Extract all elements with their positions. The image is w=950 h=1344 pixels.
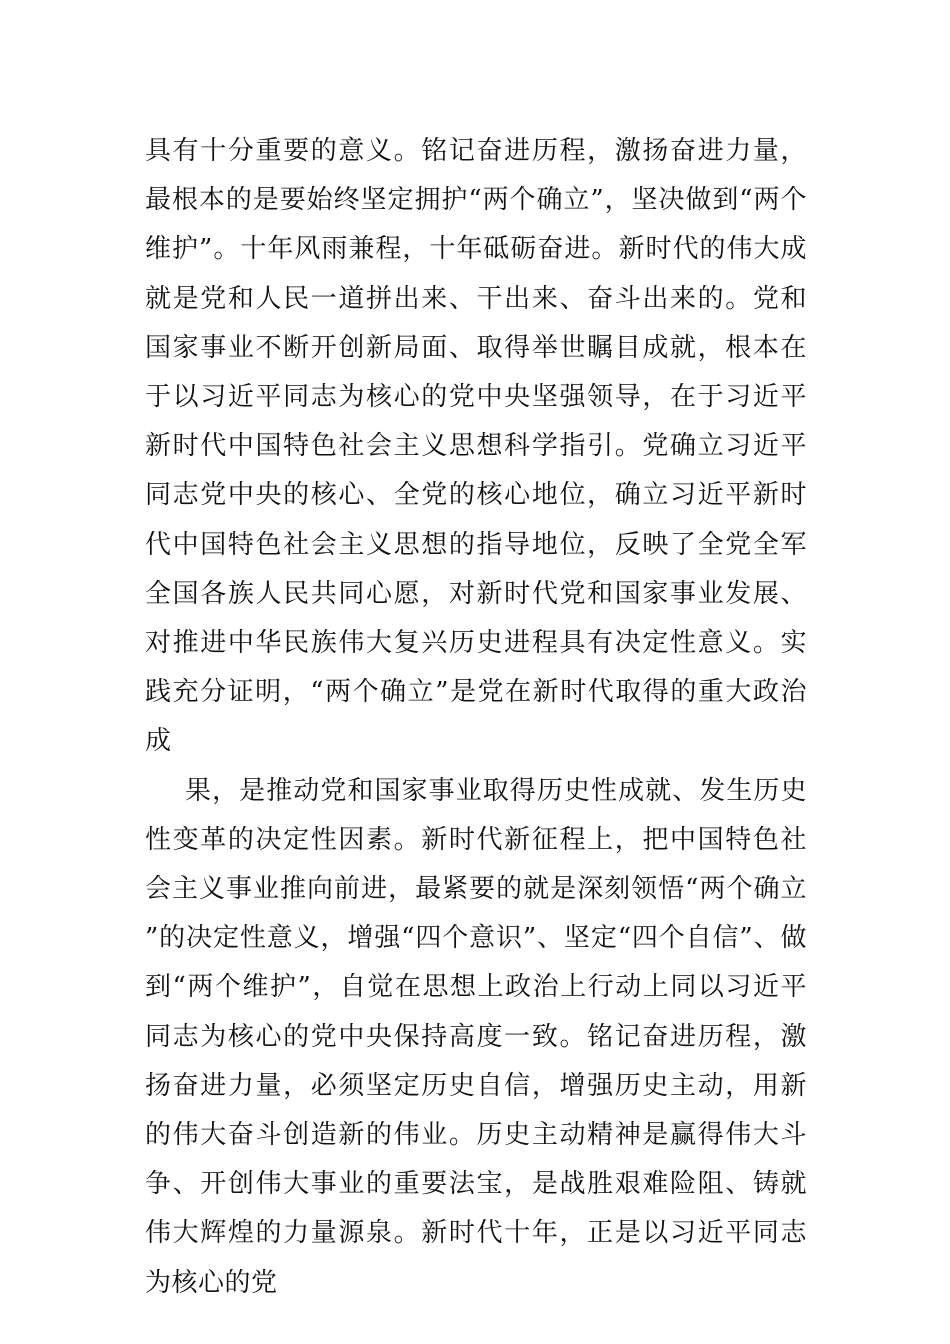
body-text: [145, 127, 807, 1308]
paragraph-1: 具有十分重要的意义。铭记奋进历程，激扬奋进力量，最根本的是要始终坚定拥护“两个确立”，坚决做到“两个维护”。十年风雨兼程，十年砥砺奋进。新时代的伟大成就是党和人民一道拼出来、干出来、奋斗出来的。党和国家事业不断开创新局面、取得举世瞩目成就，根本在于以习近平同志为核心的党中央坚强领导，在于习近平新时代中国特色社会主义思想科学指引。党确立习近平同志党中央的核心、全党的核心地位，确立习近平新时代中国特色社会主义思想的指导地位，反映了全党全军全国各族人民共同心愿，对新时代党和国家事业发展、对推进中华民族伟大复兴历史进程具有决定性意义。实践充分证明，“两个确立”是党在新时代取得的重大政治成: [145, 136, 807, 757]
paragraph-2: 果，是推动党和国家事业取得历史性成就、发生历史性变革的决定性因素。新时代新征程上，把中国特色社会主义事业推向前进，最紧要的就是深刻领悟“两个确立”的决定性意义，增强“四个意识”、坚定“四个自信”、做到“两个维护”，自觉在思想上政治上行动上同以习近平同志为核心的党中央保持高度一致。铭记奋进历程，激扬奋进力量，必须坚定历史自信，增强历史主动，用新的伟大奋斗创造新的伟业。历史主动精神是赢得伟大斗争、开创伟大事业的重要法宝，是战胜艰难险阻、铸就伟大辉煌的力量源泉。新时代十年，正是以习近平同志为核心的党: [145, 775, 807, 1298]
